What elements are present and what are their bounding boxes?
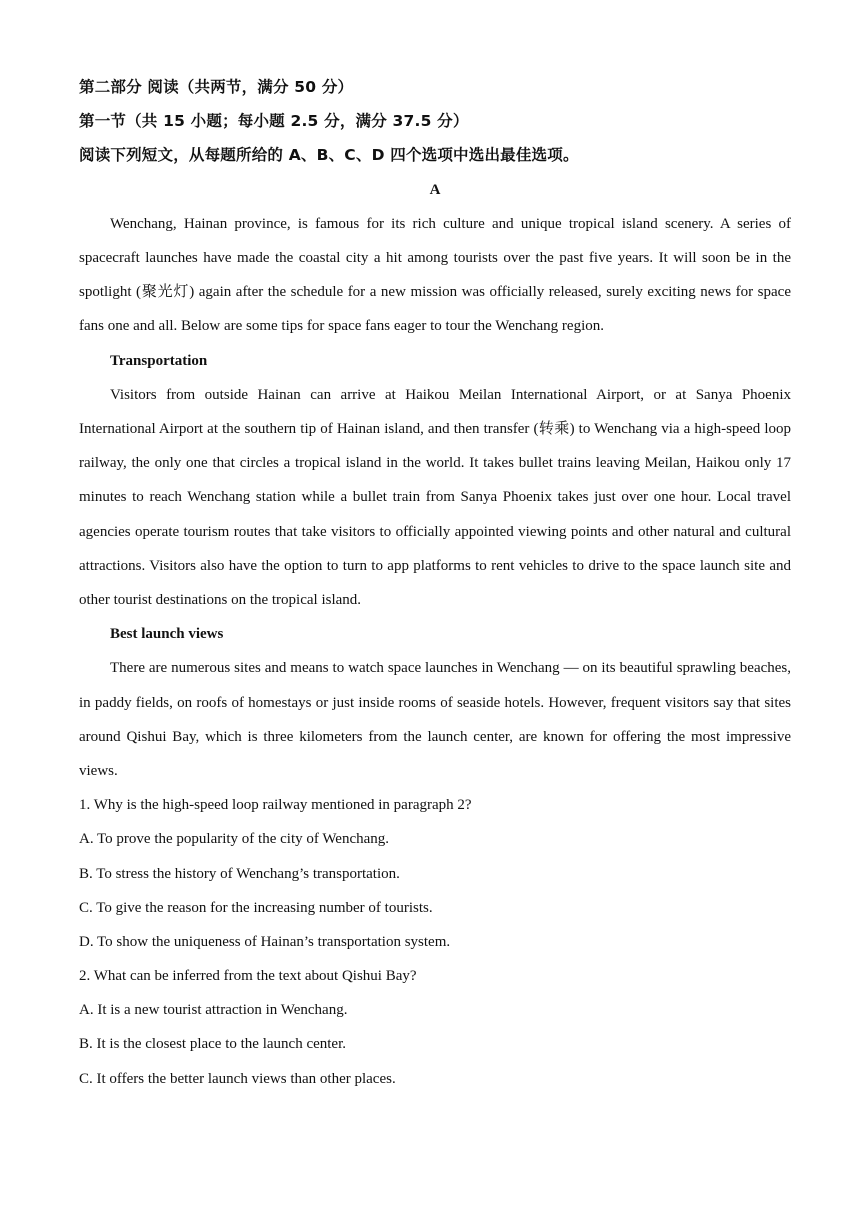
- option-c: C. It offers the better launch views than other places.: [79, 1070, 396, 1087]
- option-b: B. It is the closest place to the launch center.: [79, 1036, 346, 1053]
- option-c: C. To give the reason for the increasing number of tourists.: [79, 899, 433, 916]
- question-stem: 2. What can be inferred from the text about Qishui Bay?: [79, 968, 417, 985]
- views-paragraph: There are numerous sites and means to watch space launches in Wenchang — on its beautiful sprawling beaches, in paddy fields, on roofs of homestays or just inside rooms of seaside hotels. However, frequent visitors say that sites around Qishui Bay, which is three kilometers from the launch center, are known for offering the most impressive views.: [79, 660, 791, 779]
- option-b: B. To stress the history of Wenchang’s transportation.: [79, 865, 400, 882]
- question-2: [79, 959, 791, 1096]
- option-d: D. To show the uniqueness of Hainan’s transportation system.: [79, 933, 451, 950]
- intro-paragraph: Wenchang, Hainan province, is famous for its rich culture and unique tropical island scenery. A series of spacecraft launches have made the coastal city a hit among tourists over the past five years. It will soon be in the spotlight (聚光灯) again after the schedule for a new mission was officially released, surely exciting news for space fans one and all. Below are some tips for space fans eager to tour the Wenchang region.: [79, 215, 791, 335]
- section-heading: 第一节（共 15 小题；每小题 2.5 分，满分 37.5 分）: [79, 112, 469, 131]
- part-heading: 第二部分 阅读（共两节，满分 50 分）: [79, 78, 354, 96]
- transportation-paragraph: Visitors from outside Hainan can arrive at Haikou Meilan International Airport, or at Sanya Phoenix International Airport at the southern tip of Hainan island, and then transfer (转乘) to Wenchang via a high-speed loop railway, the only one that circles a tropical island in the world. It takes bullet trains leaving Meilan, Haikou only 17 minutes to reach Wenchang station while a bullet train from Sanya Phoenix takes just over one hour. Local travel agencies operate tourism routes that take visitors to officially appointed viewing points and other natural and cultural attractions. Visitors also have the option to turn to app platforms to rent vehicles to drive to the space launch site and other tourist destinations on the tropical island.: [79, 386, 791, 608]
- exam-page: [79, 70, 791, 1096]
- instruction-heading: 阅读下列短文，从每题所给的 A、B、C、D 四个选项中选出最佳选项。: [79, 146, 579, 165]
- passage-letter: A: [429, 181, 441, 198]
- question-stem: 1. Why is the high-speed loop railway mentioned in paragraph 2?: [79, 797, 472, 814]
- option-a: A. To prove the popularity of the city of Wenchang.: [79, 831, 390, 848]
- option-a: A. It is a new tourist attraction in Wenchang.: [79, 1002, 348, 1019]
- transportation-subheading: Transportation: [110, 352, 208, 369]
- views-subheading: Best launch views: [110, 626, 224, 643]
- question-1: [79, 788, 791, 959]
